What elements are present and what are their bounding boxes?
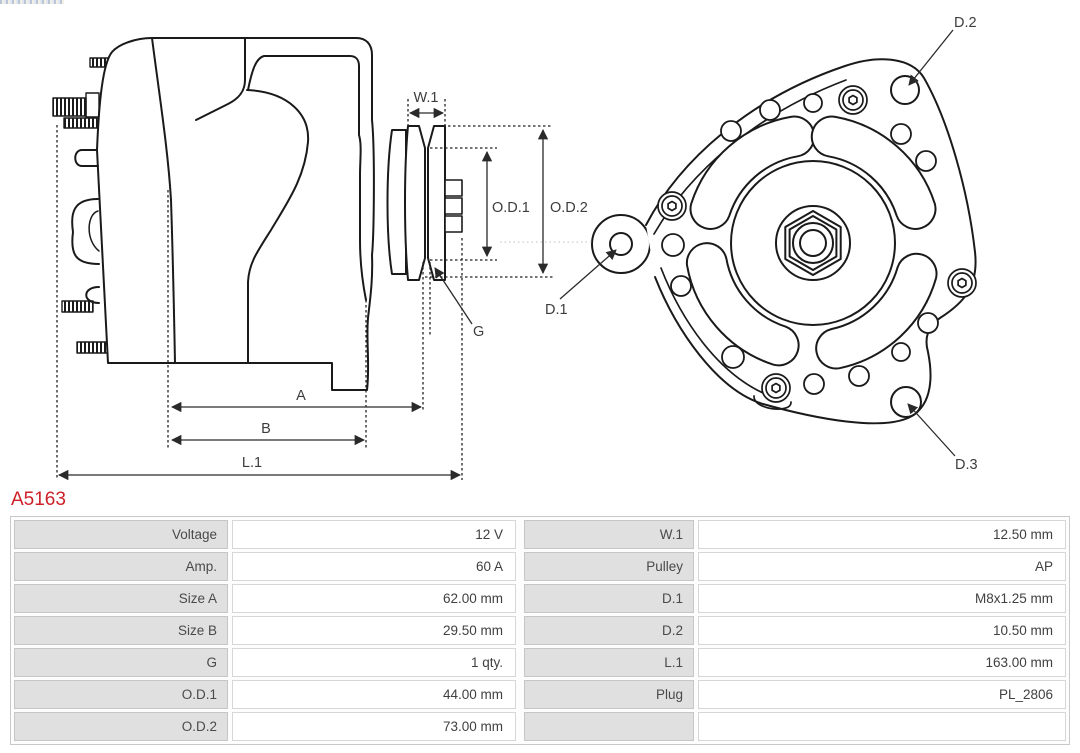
spec-label: O.D.1 [14, 680, 228, 709]
pulley [388, 126, 463, 280]
spec-row [524, 648, 1066, 677]
spec-value: 10.50 mm [698, 616, 1066, 645]
spec-label: O.D.2 [14, 712, 228, 741]
side-view-body [97, 38, 374, 390]
spec-row [524, 680, 1066, 709]
dim-label-od2: O.D.2 [550, 200, 588, 216]
spec-row [524, 520, 1066, 549]
dim-label-d3: D.3 [955, 457, 978, 473]
side-view-drawing [53, 38, 462, 390]
spec-value: 12 V [232, 520, 516, 549]
spec-value: PL_2806 [698, 680, 1066, 709]
dim-label-b: B [261, 421, 271, 437]
spec-label: Size B [14, 616, 228, 645]
spec-label: G [14, 648, 228, 677]
dim-label-g: G [473, 324, 485, 340]
spec-value: 73.00 mm [232, 712, 516, 741]
spec-row [14, 520, 516, 549]
spec-row [524, 584, 1066, 613]
spec-row [14, 552, 516, 581]
spec-column-right [524, 520, 1066, 741]
spec-label: L.1 [524, 648, 694, 677]
spec-label: W.1 [524, 520, 694, 549]
rear-view-drawing [592, 59, 976, 423]
mounting-ear [592, 215, 650, 273]
spec-value: 44.00 mm [232, 680, 516, 709]
spec-row [524, 616, 1066, 645]
spec-label: D.1 [524, 584, 694, 613]
shaft-thread [445, 180, 462, 232]
spec-value: 12.50 mm [698, 520, 1066, 549]
spec-label: Pulley [524, 552, 694, 581]
spec-value: 163.00 mm [698, 648, 1066, 677]
spec-value [698, 712, 1066, 741]
rear-connector-bumps [72, 150, 99, 303]
spec-row [14, 616, 516, 645]
spec-label: Amp. [14, 552, 228, 581]
dim-label-a: A [296, 388, 306, 404]
dim-label-d2: D.2 [954, 15, 977, 31]
leader-d3 [908, 404, 955, 456]
spec-row [524, 712, 1066, 741]
spec-row [14, 712, 516, 741]
spec-value: 29.50 mm [232, 616, 516, 645]
spec-label [524, 712, 694, 741]
spec-value: M8x1.25 mm [698, 584, 1066, 613]
spec-row [14, 648, 516, 677]
spec-column-left [14, 520, 516, 741]
dim-label-od1: O.D.1 [492, 200, 530, 216]
part-number: A5163 [11, 489, 66, 510]
spec-value: AP [698, 552, 1066, 581]
hole-d2 [891, 76, 919, 104]
spec-value: 60 A [232, 552, 516, 581]
hub-nut [731, 161, 895, 325]
leader-d2 [909, 30, 953, 85]
dim-label-d1: D.1 [545, 302, 568, 318]
spec-label: D.2 [524, 616, 694, 645]
spec-table [10, 516, 1070, 745]
dim-label-l1: L.1 [241, 455, 263, 471]
spec-value: 62.00 mm [232, 584, 516, 613]
spec-label: Plug [524, 680, 694, 709]
spec-row [14, 584, 516, 613]
leader-d1 [560, 250, 616, 299]
dim-label-w1: W.1 [413, 90, 439, 106]
spec-label: Voltage [14, 520, 228, 549]
spec-label: Size A [14, 584, 228, 613]
spec-row [14, 680, 516, 709]
spec-value: 1 qty. [232, 648, 516, 677]
spec-row [524, 552, 1066, 581]
